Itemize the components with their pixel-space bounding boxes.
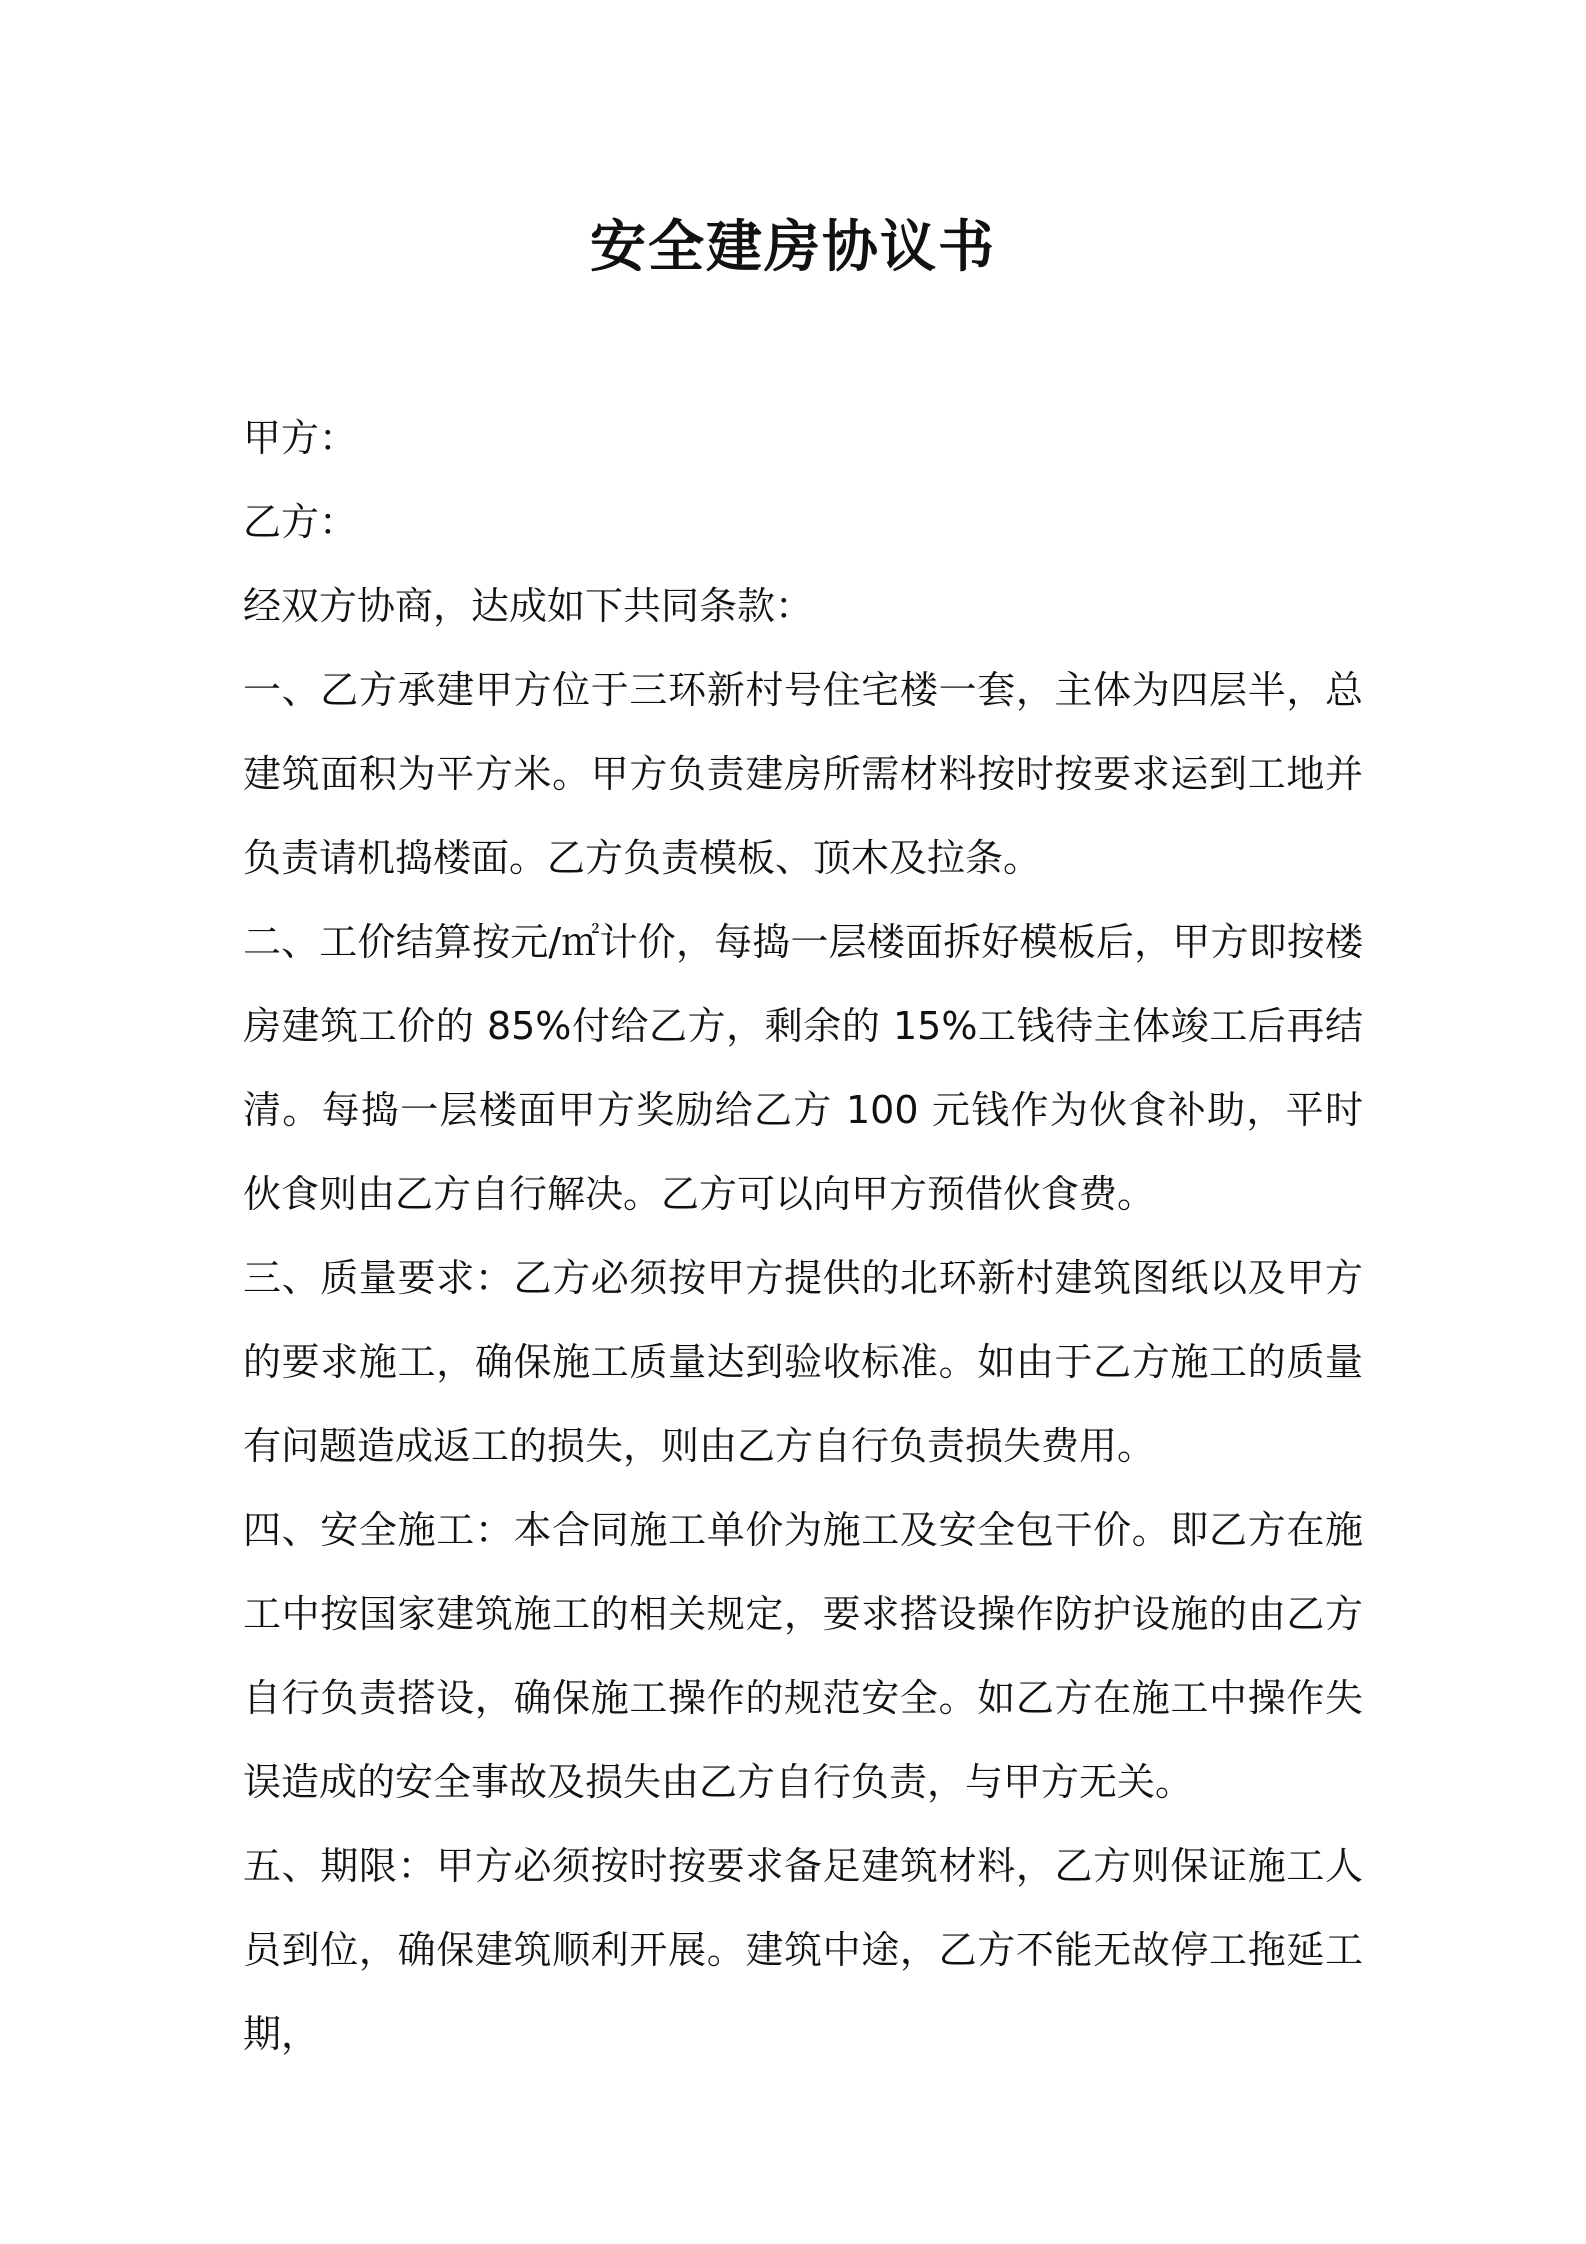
clause-3-paragraph: 三、质量要求：乙方必须按甲方提供的北环新村建筑图纸以及甲方的要求施工，确保施工质量达到验收标准。如由于乙方施工的质量有问题造成返工的损失，则由乙方自行负责损失费用。: [243, 1256, 1363, 1468]
clause-2-paragraph: 二、工价结算按元/㎡计价，每捣一层楼面拆好模板后，甲方即按楼房建筑工价的 85%付给乙方，剩余的 15%工钱待主体竣工后再结清。每捣一层楼面甲方奖励给乙方 100 元钱作为伙食补助，平时伙食则由乙方自行解决。乙方可以向甲方预借伙食费。: [243, 920, 1363, 1216]
document-body: [243, 396, 1363, 2076]
clause-1-paragraph: 一、乙方承建甲方位于三环新村号住宅楼一套，主体为四层半，总建筑面积为平方米。甲方负责建房所需材料按时按要求运到工地并负责请机捣楼面。乙方负责模板、顶木及拉条。: [243, 668, 1363, 880]
party-a-line: 甲方：: [243, 416, 358, 460]
intro-paragraph: 经双方协商，达成如下共同条款：: [243, 584, 814, 628]
clause-4-paragraph: 四、安全施工：本合同施工单价为施工及安全包干价。即乙方在施工中按国家建筑施工的相关规定，要求搭设操作防护设施的由乙方自行负责搭设，确保施工操作的规范安全。如乙方在施工中操作失误造成的安全事故及损失由乙方自行负责，与甲方无关。: [243, 1508, 1363, 1804]
document-title: 安全建房协议书: [590, 215, 996, 280]
clause-5-paragraph: 五、期限：甲方必须按时按要求备足建筑材料，乙方则保证施工人员到位，确保建筑顺利开展。建筑中途，乙方不能无故停工拖延工期，: [243, 1844, 1363, 2056]
party-b-line: 乙方：: [243, 500, 358, 544]
